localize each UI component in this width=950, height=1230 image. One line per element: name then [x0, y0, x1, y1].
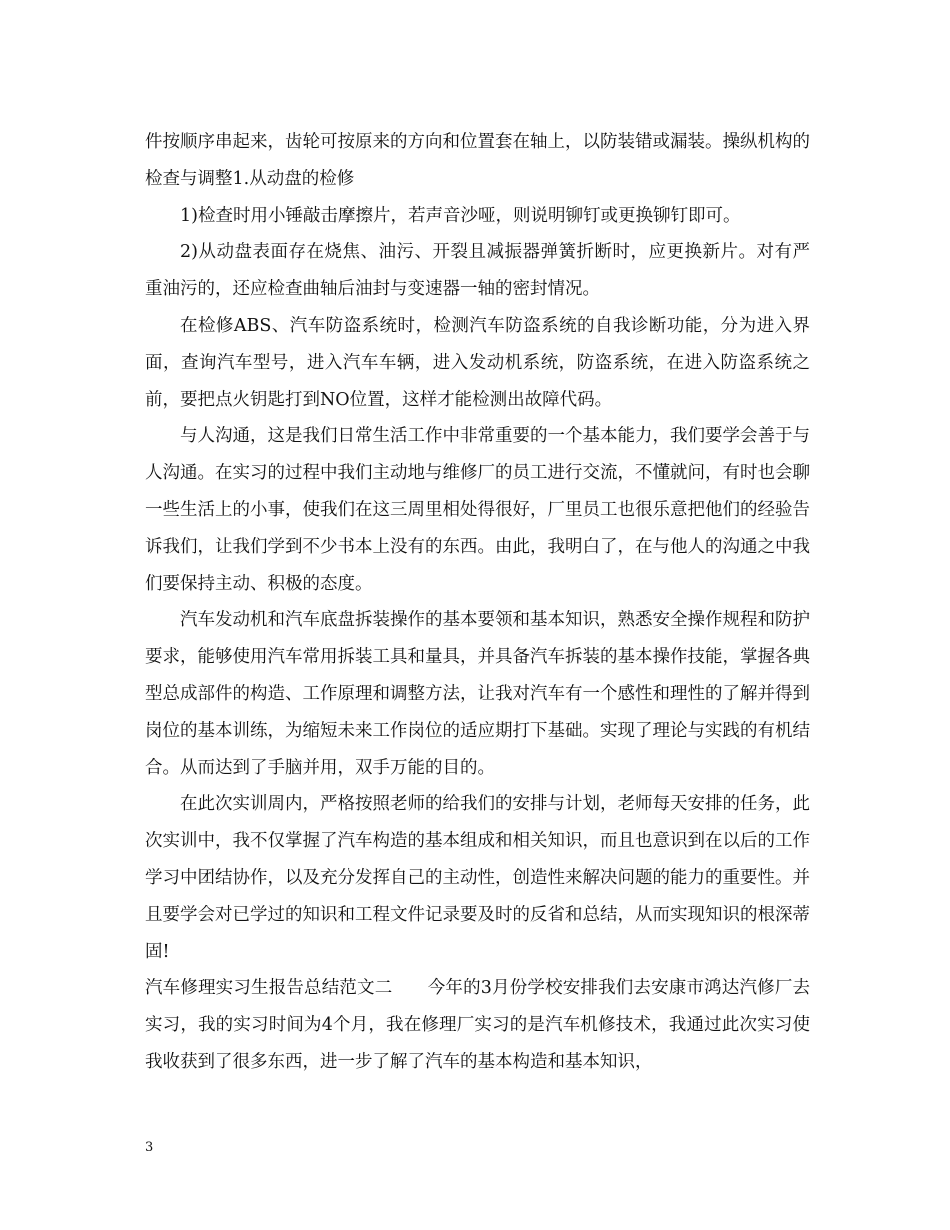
paragraph-3: 2)从动盘表面存在烧焦、油污、开裂且减振器弹簧折断时，应更换新片。对有严重油污的，还应检查曲轴后油封与变速器一轴的密封情况。	[145, 242, 810, 300]
paragraph-4: 在检修ABS、汽车防盗系统时，检测汽车防盗系统的自我诊断功能，分为进入界面，查询汽车型号，进入汽车车辆，进入发动机系统，防盗系统，在进入防盗系统之前，要把点火钥匙打到NO位置，这样才能检测出故障代码。	[145, 315, 810, 410]
body-text	[145, 124, 810, 1081]
paragraph-5: 与人沟通，这是我们日常生活工作中非常重要的一个基本能力，我们要学会善于与人沟通。在实习的过程中我们主动地与维修厂的员工进行交流，不懂就问，有时也会聊一些生活上的小事，使我们在这三周里相处得很好，厂里员工也很乐意把他们的经验告诉我们，让我们学到不少书本上没有的东西。由此，我明白了，在与他人的沟通之中我们要保持主动、积极的态度。	[145, 426, 810, 594]
paragraph-8: 汽车修理实习生报告总结范文二 今年的3月份学校安排我们去安康市鸿达汽修厂去实习，我的实习时间为4个月，我在修理厂实习的是汽车机修技术，我通过此次实习使我收获到了很多东西，进一步了解了汽车的基本构造和基本知识，	[145, 978, 810, 1072]
paragraph-7: 在此次实训周内，严格按照老师的给我们的安排与计划，老师每天安排的任务，此次实训中，我不仅掌握了汽车构造的基本组成和相关知识，而且也意识到在以后的工作学习中团结协作，以及充分发挥自己的主动性，创造性来解决问题的能力的重要性。并且要学会对已学过的知识和工程文件记录要及时的反省和总结，从而实现知识的根深蒂固!	[145, 794, 810, 962]
paragraph-1: 件按顺序串起来，齿轮可按原来的方向和位置套在轴上，以防装错或漏装。操纵机构的检查与调整1.从动盘的检修	[145, 132, 810, 189]
paragraph-6: 汽车发动机和汽车底盘拆装操作的基本要领和基本知识，熟悉安全操作规程和防护要求，能够使用汽车常用拆装工具和量具，并具备汽车拆装的基本操作技能，掌握各典型总成部件的构造、工作原理和调整方法，让我对汽车有一个感性和理性的了解并得到岗位的基本训练，为缩短未来工作岗位的适应期打下基础。实现了理论与实践的有机结合。从而达到了手脑并用，双手万能的目的。	[145, 610, 810, 778]
paragraph-2: 1)检查时用小锤敲击摩擦片，若声音沙哑，则说明铆钉或更换铆钉即可。	[180, 205, 741, 226]
page-number: 3	[145, 1140, 154, 1155]
